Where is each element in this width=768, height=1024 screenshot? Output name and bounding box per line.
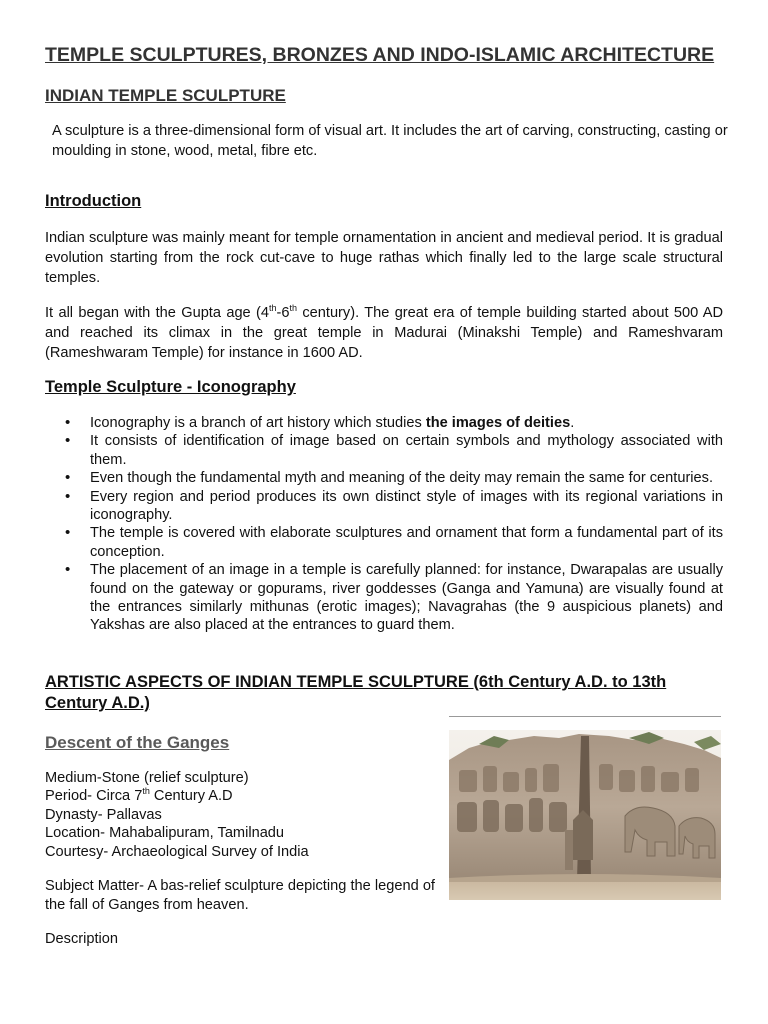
courtesy-line: Courtesy- Archaeological Survey of India <box>45 843 309 860</box>
descent-of-ganges-heading: Descent of the Ganges <box>45 733 230 752</box>
descent-of-ganges-photo <box>449 730 721 900</box>
photo-top-rule <box>449 716 721 717</box>
dynasty-line: Dynasty- Pallavas <box>45 806 162 823</box>
introduction-paragraph-2: It all began with the Gupta age (4th-6th century). The great era of temple building started about 500 AD and reached its climax in the great temple in Madurai (Minakshi Temple) and Rameshvaram (Rameshwaram Temple) for instance in 1600 AD. <box>45 303 723 361</box>
description-label: Description <box>45 931 118 947</box>
location-line: Location- Mahabalipuram, Tamilnadu <box>45 825 285 842</box>
introduction-paragraph-1: Indian sculpture was mainly meant for temple ornamentation in ancient and medieval period. It is gradual evolution starting from the rock cut-cave to huge rathas which finally led to the large scale structural temples. <box>45 230 723 286</box>
iconography-list <box>45 414 723 635</box>
artwork-details <box>45 769 309 861</box>
artistic-aspects-heading: ARTISTIC ASPECTS OF INDIAN TEMPLE SCULPTURE (6th Century A.D. to 13th Century A.D.) <box>45 673 667 712</box>
period-line: Period- Circa 7th Century A.D <box>45 786 233 805</box>
list-item: • It consists of identification of image based on certain symbols and mythology associated with them. <box>45 432 723 469</box>
list-item: • Even though the fundamental myth and meaning of the deity may remain the same for centuries. <box>45 469 723 487</box>
definition-paragraph: A sculpture is a three-dimensional form of visual art. It includes the art of carving, constructing, casting or moulding in stone, wood, metal, fibre etc. <box>52 123 728 159</box>
list-item: • The temple is covered with elaborate sculptures and ornament that form a fundamental part of its conception. <box>45 524 723 561</box>
list-item: • Iconography is a branch of art history which studies the images of deities. <box>45 414 723 432</box>
section-heading-indian-temple-sculpture: INDIAN TEMPLE SCULPTURE <box>45 86 286 105</box>
medium-line: Medium-Stone (relief sculpture) <box>45 770 249 786</box>
introduction-heading: Introduction <box>45 192 142 210</box>
iconography-heading: Temple Sculpture - Iconography <box>45 378 296 396</box>
list-item: • The placement of an image in a temple is carefully planned: for instance, Dwarapalas are usually found on the gateway or gopurams, river goddesses (Ganga and Yamuna) are visually found at the entrances similarly mithunas (erotic images); Navagrahas (the 9 auspicious planets) and Yakshas are also placed at the entrances to guard them. <box>45 561 723 635</box>
page-title: TEMPLE SCULPTURES, BRONZES AND INDO-ISLAMIC ARCHITECTURE <box>45 44 715 66</box>
list-item: • Every region and period produces its own distinct style of images with its regional variations in iconography. <box>45 488 723 525</box>
subject-matter-paragraph: Subject Matter- A bas-relief sculpture depicting the legend of the fall of Ganges from heaven. <box>45 878 435 913</box>
